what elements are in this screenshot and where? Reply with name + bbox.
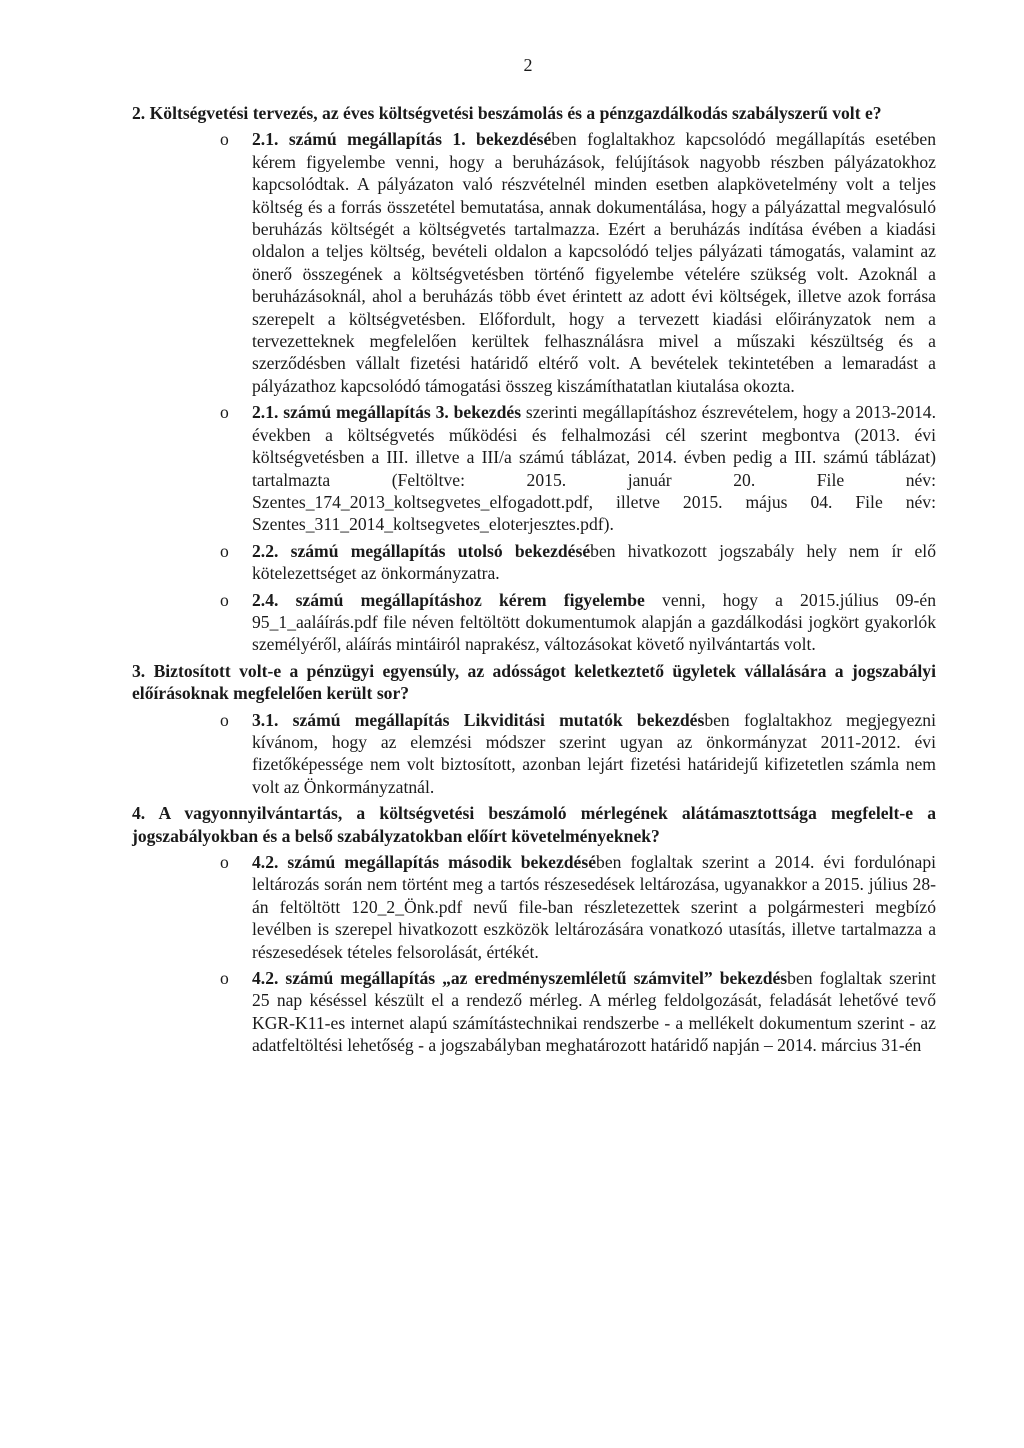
- item-bold-lead: 2.1. számú megállapítás 3. bekezdés: [252, 402, 522, 423]
- bullet-marker: o: [220, 129, 229, 150]
- item-text: ben foglaltakhoz megjegyezni kívánom, hogy az elemzési módszer szerint ugyan az önkormányzat 2011-2012. évi fizetőképessége nem volt biztosított, azonban lejárt fizetési határidejű kifizetetlen számla nem volt az Önkormányzatnál.: [252, 709, 936, 797]
- section-number: 4.: [132, 803, 146, 824]
- item-text: ben hivatkozott jogszabály hely nem ír elő kötelezettséget az önkormányzatra.: [252, 540, 936, 584]
- section-3: [132, 660, 936, 798]
- bullet-marker: o: [220, 852, 229, 872]
- section-items: [132, 709, 936, 799]
- section-4: [132, 802, 936, 1056]
- bullet-marker: o: [220, 968, 229, 989]
- bullet-marker: o: [220, 402, 229, 423]
- section-heading: [132, 660, 936, 705]
- bullet-marker: o: [220, 709, 229, 730]
- item-bold-lead: 2.1. számú megállapítás 1. bekezdésé: [252, 129, 552, 150]
- section-title: A vagyonnyilvántartás, a költségvetési beszámoló mérlegének alátámasztottsága megfelelt-e a jogszabályokban és a belső szabályzatokban előírt követelményeknek?: [132, 803, 936, 846]
- item-text: ben foglaltakhoz kapcsolódó megállapítás esetében kérem figyelembe venni, hogy a beruházások, felújítások nagyobb részben pályázatokhoz kapcsolódtak. A pályázaton való részvételnél minden esetben alapkövetelmény volt a teljes költség és a forrás összetétel bemutatása, annak dokumentálása, hogy a pályázattal megvalósuló beruházás költségét a költségvetés tartalmazza. Ezért a beruházás indítása évében a kiadási oldalon a teljes költség, bevételi oldalon a kapcsolódó teljes pályázati támogatás, valamint az önerő összegének a költségvetésben történő figyelembe vételére szükség volt. Azoknál a beruházásoknál, ahol a beruházás több évet érintett az adott évi költségek, illetve azok forrása szerepelt a költségvetésben. Előfordult, hogy a tervezett kiadási előirányzatok nem a tervezetteknek megfelelően kerültek felhasználásra mivel a műszaki készültség és a szerződésben vállalt fizetési határidő eltérő volt. A bevételek tekintetében a lemaradást a pályázathoz kapcsolódó támogatási összeg kiszámíthatatlan kiutalása okozta.: [252, 129, 936, 396]
- document-body: [132, 102, 936, 1061]
- section-items: [132, 851, 936, 1057]
- item-text: ben foglaltak szerint a 2014. évi fordulónapi leltározás során nem történt meg a tartós részesedések leltározása, ugyanakkor a 2015. július 28-án feltöltött 120_2_Önk.pdf nevű file-ban részletezettek szerint a polgármesteri megbízó levélben is szerepel hivatkozott eszközök leltározására vonatkozó utasítás, illetve tartalmazza a részesedések tételes felsorolását, értékét.: [252, 852, 936, 962]
- bullet-marker: o: [220, 589, 229, 610]
- item-bold-lead: 4.2. számú megállapítás második bekezdésé: [252, 852, 597, 872]
- list-item: [132, 709, 936, 799]
- item-text: venni, hogy a 2015.július 09-én 95_1_aaláírás.pdf file néven feltöltött dokumentumok alapján a gazdálkodási jogkört gyakorlók személyéről, aláírás mintáiról naprakész, változásokat követő nyilvántartás volt.: [252, 589, 936, 655]
- list-item: [132, 589, 936, 656]
- list-item: [132, 401, 936, 535]
- item-text: szerinti megállapításhoz észrevételem, hogy a 2013-2014. években a költségvetés működési és felhalmozási cél szerint megbontva (2013. évi költségvetésben a III. illetve a III/a számú táblázat, 2014. évben pedig a III. számú táblázat) tartalmazta (Feltöltve: 2015. január 20. File név: Szentes_174_2013_koltsegvetes_elfogadott.pdf, illetve 2015. május 04. File név: Szentes_311_2014_koltsegvetes_eloterjesztes.pdf).: [252, 402, 936, 535]
- section-heading: [132, 102, 936, 124]
- section-items: [132, 128, 936, 655]
- page-number: 2: [523, 55, 533, 75]
- section-number: 2.: [132, 103, 146, 123]
- list-item: [132, 540, 936, 585]
- section-title: Költségvetési tervezés, az éves költségvetési beszámolás és a pénzgazdálkodás szabályszerű volt e?: [149, 103, 882, 123]
- item-bold-lead: 3.1. számú megállapítás Likviditási mutatók bekezdés: [252, 709, 705, 730]
- list-item: [132, 967, 936, 1057]
- item-bold-lead: 2.4. számú megállapításhoz kérem figyelembe: [252, 589, 645, 610]
- section-heading: [132, 802, 936, 847]
- bullet-marker: o: [220, 540, 229, 561]
- item-bold-lead: 4.2. számú megállapítás „az eredményszemléletű számvitel” bekezdés: [252, 968, 788, 989]
- section-number: 3.: [132, 660, 146, 681]
- section-title: Biztosított volt-e a pénzügyi egyensúly, az adósságot keletkeztető ügyletek vállalására a jogszabályi előírásoknak megfelelően került sor?: [132, 660, 936, 704]
- item-text: ben foglaltak szerint 25 nap késéssel készült el a rendező mérleg. A mérleg feldolgozását, feladását lehetővé tevő KGR-K11-es internet alapú számítástechnikai rendszerbe - a mellékelt dokumentum szerint - az adatfeltöltési lehetőség - a jogszabályban meghatározott határidő napján – 2014. március 31-én: [252, 968, 936, 1056]
- section-2: [132, 102, 936, 656]
- item-bold-lead: 2.2. számú megállapítás utolsó bekezdésé: [252, 540, 591, 561]
- list-item: [132, 851, 936, 963]
- list-item: [132, 128, 936, 397]
